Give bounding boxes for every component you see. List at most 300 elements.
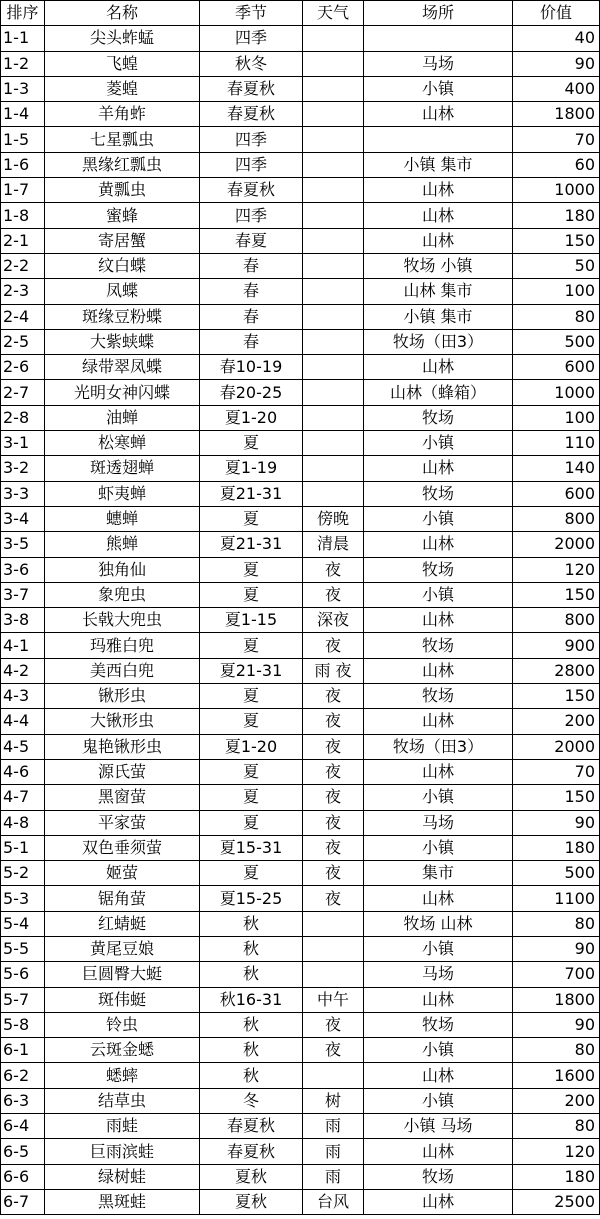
cell-value: 400	[513, 76, 600, 101]
cell-location: 山林	[364, 456, 513, 481]
cell-weather	[303, 304, 364, 329]
cell-value: 80	[513, 1038, 600, 1063]
cell-location: 小镇	[364, 506, 513, 531]
cell-weather: 夜	[303, 734, 364, 759]
header-location: 场所	[364, 1, 513, 26]
cell-value: 60	[513, 152, 600, 177]
cell-location: 山林 集市	[364, 279, 513, 304]
cell-order: 4-8	[1, 810, 45, 835]
table-row	[1, 810, 600, 835]
table-row	[1, 658, 600, 683]
cell-location: 马场	[364, 962, 513, 987]
table-row	[1, 279, 600, 304]
cell-value: 1600	[513, 1063, 600, 1088]
cell-season: 夏	[200, 557, 303, 582]
cell-value: 2000	[513, 532, 600, 557]
header-weather: 天气	[303, 1, 364, 26]
table-row	[1, 1063, 600, 1088]
cell-weather	[303, 228, 364, 253]
header-row	[1, 1, 600, 26]
table-row	[1, 431, 600, 456]
cell-weather	[303, 431, 364, 456]
table-row	[1, 1038, 600, 1063]
cell-location: 山林	[364, 203, 513, 228]
cell-season: 春夏秋	[200, 76, 303, 101]
cell-location: 牧场 小镇	[364, 253, 513, 278]
cell-name: 姬萤	[45, 861, 200, 886]
table-row	[1, 127, 600, 152]
cell-location: 小镇 集市	[364, 304, 513, 329]
cell-season: 春夏秋	[200, 102, 303, 127]
table-row	[1, 102, 600, 127]
table-row	[1, 1189, 600, 1214]
cell-value: 180	[513, 203, 600, 228]
table-row	[1, 26, 600, 51]
cell-weather	[303, 355, 364, 380]
cell-order: 1-2	[1, 51, 45, 76]
cell-weather	[303, 203, 364, 228]
table-row	[1, 1139, 600, 1164]
table-row	[1, 709, 600, 734]
cell-name: 蜜蜂	[45, 203, 200, 228]
cell-name: 光明女神闪蝶	[45, 380, 200, 405]
cell-weather	[303, 1063, 364, 1088]
cell-weather	[303, 127, 364, 152]
cell-value: 70	[513, 127, 600, 152]
cell-weather: 夜	[303, 1038, 364, 1063]
cell-location: 小镇	[364, 835, 513, 860]
table-row	[1, 987, 600, 1012]
cell-weather: 夜	[303, 785, 364, 810]
cell-value: 600	[513, 355, 600, 380]
cell-name: 尖头蚱蜢	[45, 26, 200, 51]
cell-location: 山林	[364, 1139, 513, 1164]
cell-order: 6-5	[1, 1139, 45, 1164]
cell-order: 6-7	[1, 1189, 45, 1214]
cell-value: 900	[513, 633, 600, 658]
cell-weather: 雨 夜	[303, 658, 364, 683]
cell-location: 牧场	[364, 557, 513, 582]
cell-season: 秋	[200, 1063, 303, 1088]
cell-order: 3-5	[1, 532, 45, 557]
cell-season: 春20-25	[200, 380, 303, 405]
cell-value: 100	[513, 279, 600, 304]
table-row	[1, 633, 600, 658]
cell-order: 5-3	[1, 886, 45, 911]
cell-location: 山林	[364, 178, 513, 203]
table-row	[1, 608, 600, 633]
cell-order: 2-1	[1, 228, 45, 253]
cell-value: 1100	[513, 886, 600, 911]
cell-season: 夏15-25	[200, 886, 303, 911]
cell-value: 180	[513, 835, 600, 860]
cell-name: 象兜虫	[45, 582, 200, 607]
cell-value: 150	[513, 228, 600, 253]
cell-location: 山林	[364, 532, 513, 557]
cell-weather: 傍晚	[303, 506, 364, 531]
cell-name: 大紫蛱蝶	[45, 329, 200, 354]
cell-name: 红蜻蜓	[45, 911, 200, 936]
cell-name: 黄尾豆娘	[45, 936, 200, 961]
cell-name: 斑缘豆粉蝶	[45, 304, 200, 329]
cell-season: 秋	[200, 962, 303, 987]
cell-order: 5-1	[1, 835, 45, 860]
cell-name: 双色垂须萤	[45, 835, 200, 860]
cell-order: 3-6	[1, 557, 45, 582]
table-row	[1, 582, 600, 607]
cell-location: 集市	[364, 861, 513, 886]
cell-season: 冬	[200, 1088, 303, 1113]
cell-order: 4-7	[1, 785, 45, 810]
cell-weather: 夜	[303, 886, 364, 911]
cell-value: 40	[513, 26, 600, 51]
cell-location: 小镇	[364, 582, 513, 607]
cell-order: 2-5	[1, 329, 45, 354]
cell-location: 山林	[364, 658, 513, 683]
table-row	[1, 886, 600, 911]
cell-season: 四季	[200, 152, 303, 177]
cell-order: 4-5	[1, 734, 45, 759]
cell-season: 春	[200, 329, 303, 354]
cell-weather	[303, 456, 364, 481]
cell-name: 巨圆臀大蜓	[45, 962, 200, 987]
cell-location: 牧场	[364, 684, 513, 709]
cell-season: 四季	[200, 127, 303, 152]
cell-value: 2000	[513, 734, 600, 759]
cell-order: 3-4	[1, 506, 45, 531]
table-row	[1, 835, 600, 860]
cell-season: 夏	[200, 582, 303, 607]
cell-order: 2-8	[1, 405, 45, 430]
cell-location: 牧场 山林	[364, 911, 513, 936]
cell-season: 夏秋	[200, 1189, 303, 1214]
cell-location: 牧场	[364, 405, 513, 430]
cell-value: 80	[513, 911, 600, 936]
cell-season: 秋	[200, 1012, 303, 1037]
cell-value: 700	[513, 962, 600, 987]
cell-season: 夏	[200, 759, 303, 784]
cell-season: 春	[200, 253, 303, 278]
table-row	[1, 228, 600, 253]
cell-location: 牧场	[364, 481, 513, 506]
cell-name: 寄居蟹	[45, 228, 200, 253]
cell-weather	[303, 279, 364, 304]
cell-location: 牧场（田3）	[364, 329, 513, 354]
table-row	[1, 178, 600, 203]
cell-order: 1-7	[1, 178, 45, 203]
cell-season: 夏1-15	[200, 608, 303, 633]
table-row	[1, 1114, 600, 1139]
cell-weather	[303, 911, 364, 936]
cell-value: 70	[513, 759, 600, 784]
cell-weather: 夜	[303, 709, 364, 734]
cell-season: 秋	[200, 911, 303, 936]
cell-weather	[303, 329, 364, 354]
cell-order: 2-3	[1, 279, 45, 304]
cell-order: 5-2	[1, 861, 45, 886]
cell-order: 1-1	[1, 26, 45, 51]
table-body	[1, 26, 600, 1215]
cell-value: 50	[513, 253, 600, 278]
table-row	[1, 152, 600, 177]
cell-value: 120	[513, 557, 600, 582]
cell-location: 山林	[364, 355, 513, 380]
cell-name: 云斑金蟋	[45, 1038, 200, 1063]
table-row	[1, 456, 600, 481]
cell-name: 巨雨滨蛙	[45, 1139, 200, 1164]
cell-order: 4-3	[1, 684, 45, 709]
cell-order: 3-1	[1, 431, 45, 456]
cell-weather	[303, 152, 364, 177]
cell-season: 夏	[200, 506, 303, 531]
table-row	[1, 253, 600, 278]
cell-weather: 雨	[303, 1164, 364, 1189]
cell-name: 美西白兜	[45, 658, 200, 683]
cell-season: 夏秋	[200, 1164, 303, 1189]
cell-order: 6-2	[1, 1063, 45, 1088]
cell-name: 长戟大兜虫	[45, 608, 200, 633]
cell-value: 1800	[513, 987, 600, 1012]
cell-location: 山林	[364, 759, 513, 784]
cell-season: 秋	[200, 1038, 303, 1063]
cell-location	[364, 26, 513, 51]
cell-name: 松寒蝉	[45, 431, 200, 456]
cell-weather	[303, 51, 364, 76]
cell-weather: 夜	[303, 835, 364, 860]
cell-order: 3-3	[1, 481, 45, 506]
cell-value: 150	[513, 684, 600, 709]
cell-value: 100	[513, 405, 600, 430]
cell-season: 夏	[200, 431, 303, 456]
cell-weather: 夜	[303, 759, 364, 784]
cell-value: 140	[513, 456, 600, 481]
cell-location: 牧场（田3）	[364, 734, 513, 759]
cell-name: 大锹形虫	[45, 709, 200, 734]
cell-value: 80	[513, 1114, 600, 1139]
cell-value: 110	[513, 431, 600, 456]
cell-order: 3-2	[1, 456, 45, 481]
cell-location: 牧场	[364, 1012, 513, 1037]
table-row	[1, 329, 600, 354]
cell-season: 春	[200, 304, 303, 329]
cell-location: 牧场	[364, 1164, 513, 1189]
cell-location: 牧场	[364, 633, 513, 658]
cell-season: 秋冬	[200, 51, 303, 76]
cell-name: 铃虫	[45, 1012, 200, 1037]
cell-order: 1-4	[1, 102, 45, 127]
cell-order: 2-7	[1, 380, 45, 405]
cell-weather: 夜	[303, 1012, 364, 1037]
cell-location: 小镇	[364, 936, 513, 961]
cell-location	[364, 127, 513, 152]
cell-order: 1-3	[1, 76, 45, 101]
cell-value: 2800	[513, 658, 600, 683]
cell-season: 春夏秋	[200, 178, 303, 203]
cell-value: 500	[513, 329, 600, 354]
cell-order: 3-8	[1, 608, 45, 633]
cell-weather	[303, 405, 364, 430]
table-row	[1, 911, 600, 936]
cell-name: 绿树蛙	[45, 1164, 200, 1189]
header-value: 价值	[513, 1, 600, 26]
cell-location: 小镇	[364, 1088, 513, 1113]
cell-season: 夏	[200, 684, 303, 709]
cell-order: 6-3	[1, 1088, 45, 1113]
cell-name: 绿带翠凤蝶	[45, 355, 200, 380]
cell-name: 黑缘红瓢虫	[45, 152, 200, 177]
cell-name: 鬼艳锹形虫	[45, 734, 200, 759]
table-row	[1, 405, 600, 430]
cell-season: 夏1-20	[200, 405, 303, 430]
cell-weather: 夜	[303, 684, 364, 709]
cell-location: 山林（蜂箱）	[364, 380, 513, 405]
cell-name: 结草虫	[45, 1088, 200, 1113]
cell-weather	[303, 26, 364, 51]
table-row	[1, 304, 600, 329]
cell-value: 150	[513, 582, 600, 607]
cell-name: 雨蛙	[45, 1114, 200, 1139]
table-row	[1, 380, 600, 405]
table-row	[1, 861, 600, 886]
cell-name: 虾夷蝉	[45, 481, 200, 506]
cell-season: 四季	[200, 203, 303, 228]
cell-value: 90	[513, 810, 600, 835]
table-row	[1, 734, 600, 759]
table-row	[1, 203, 600, 228]
cell-name: 黄瓢虫	[45, 178, 200, 203]
cell-name: 锯角萤	[45, 886, 200, 911]
cell-location: 山林	[364, 886, 513, 911]
header-season: 季节	[200, 1, 303, 26]
cell-season: 夏	[200, 709, 303, 734]
cell-location: 小镇 马场	[364, 1114, 513, 1139]
cell-name: 平家萤	[45, 810, 200, 835]
cell-name: 蟪蝉	[45, 506, 200, 531]
cell-weather: 夜	[303, 861, 364, 886]
cell-order: 1-8	[1, 203, 45, 228]
cell-weather	[303, 380, 364, 405]
cell-name: 七星瓢虫	[45, 127, 200, 152]
cell-name: 飞蝗	[45, 51, 200, 76]
cell-season: 夏21-31	[200, 532, 303, 557]
cell-season: 夏1-19	[200, 456, 303, 481]
cell-order: 5-4	[1, 911, 45, 936]
cell-weather: 台风	[303, 1189, 364, 1214]
cell-weather: 清晨	[303, 532, 364, 557]
cell-name: 黑斑蛙	[45, 1189, 200, 1214]
cell-season: 夏15-31	[200, 835, 303, 860]
cell-name: 独角仙	[45, 557, 200, 582]
cell-weather	[303, 936, 364, 961]
cell-season: 夏21-31	[200, 658, 303, 683]
cell-order: 5-5	[1, 936, 45, 961]
cell-order: 4-1	[1, 633, 45, 658]
cell-weather: 中午	[303, 987, 364, 1012]
cell-location: 小镇	[364, 785, 513, 810]
cell-weather	[303, 962, 364, 987]
table-row	[1, 936, 600, 961]
cell-season: 春夏秋	[200, 1139, 303, 1164]
cell-value: 800	[513, 608, 600, 633]
cell-season: 夏	[200, 633, 303, 658]
cell-name: 蟋蟀	[45, 1063, 200, 1088]
cell-location: 山林	[364, 608, 513, 633]
cell-order: 2-2	[1, 253, 45, 278]
cell-value: 500	[513, 861, 600, 886]
cell-name: 锹形虫	[45, 684, 200, 709]
cell-name: 油蝉	[45, 405, 200, 430]
cell-value: 200	[513, 709, 600, 734]
cell-weather: 夜	[303, 557, 364, 582]
cell-name: 玛雅白兜	[45, 633, 200, 658]
cell-value: 150	[513, 785, 600, 810]
cell-order: 1-5	[1, 127, 45, 152]
cell-order: 5-6	[1, 962, 45, 987]
cell-order: 6-4	[1, 1114, 45, 1139]
cell-season: 夏1-20	[200, 734, 303, 759]
cell-name: 纹白蝶	[45, 253, 200, 278]
cell-order: 5-7	[1, 987, 45, 1012]
cell-season: 夏	[200, 785, 303, 810]
cell-order: 6-6	[1, 1164, 45, 1189]
cell-location: 山林	[364, 1063, 513, 1088]
cell-name: 源氏萤	[45, 759, 200, 784]
cell-weather: 夜	[303, 633, 364, 658]
cell-name: 黑窗萤	[45, 785, 200, 810]
cell-order: 6-1	[1, 1038, 45, 1063]
cell-season: 春10-19	[200, 355, 303, 380]
cell-season: 春夏	[200, 228, 303, 253]
cell-location: 山林	[364, 1189, 513, 1214]
cell-weather: 雨	[303, 1139, 364, 1164]
cell-location: 山林	[364, 228, 513, 253]
cell-weather: 深夜	[303, 608, 364, 633]
cell-value: 2500	[513, 1189, 600, 1214]
table-row	[1, 532, 600, 557]
cell-weather	[303, 76, 364, 101]
cell-weather	[303, 102, 364, 127]
cell-order: 3-7	[1, 582, 45, 607]
cell-weather	[303, 253, 364, 278]
cell-season: 四季	[200, 26, 303, 51]
cell-name: 羊角蚱	[45, 102, 200, 127]
cell-weather	[303, 481, 364, 506]
cell-value: 800	[513, 506, 600, 531]
cell-location: 小镇	[364, 76, 513, 101]
cell-value: 180	[513, 1164, 600, 1189]
header-name: 名称	[45, 1, 200, 26]
table-row	[1, 785, 600, 810]
table-row	[1, 759, 600, 784]
cell-order: 4-4	[1, 709, 45, 734]
cell-name: 斑伟蜓	[45, 987, 200, 1012]
cell-name: 菱蝗	[45, 76, 200, 101]
table-row	[1, 684, 600, 709]
cell-weather: 夜	[303, 810, 364, 835]
cell-name: 熊蝉	[45, 532, 200, 557]
table-row	[1, 557, 600, 582]
cell-location: 小镇	[364, 431, 513, 456]
cell-location: 山林	[364, 987, 513, 1012]
cell-location: 山林	[364, 102, 513, 127]
cell-location: 小镇 集市	[364, 152, 513, 177]
table-row	[1, 962, 600, 987]
cell-location: 马场	[364, 810, 513, 835]
cell-season: 春夏秋	[200, 1114, 303, 1139]
cell-season: 夏21-31	[200, 481, 303, 506]
header-order: 排序	[1, 1, 45, 26]
cell-value: 90	[513, 1012, 600, 1037]
